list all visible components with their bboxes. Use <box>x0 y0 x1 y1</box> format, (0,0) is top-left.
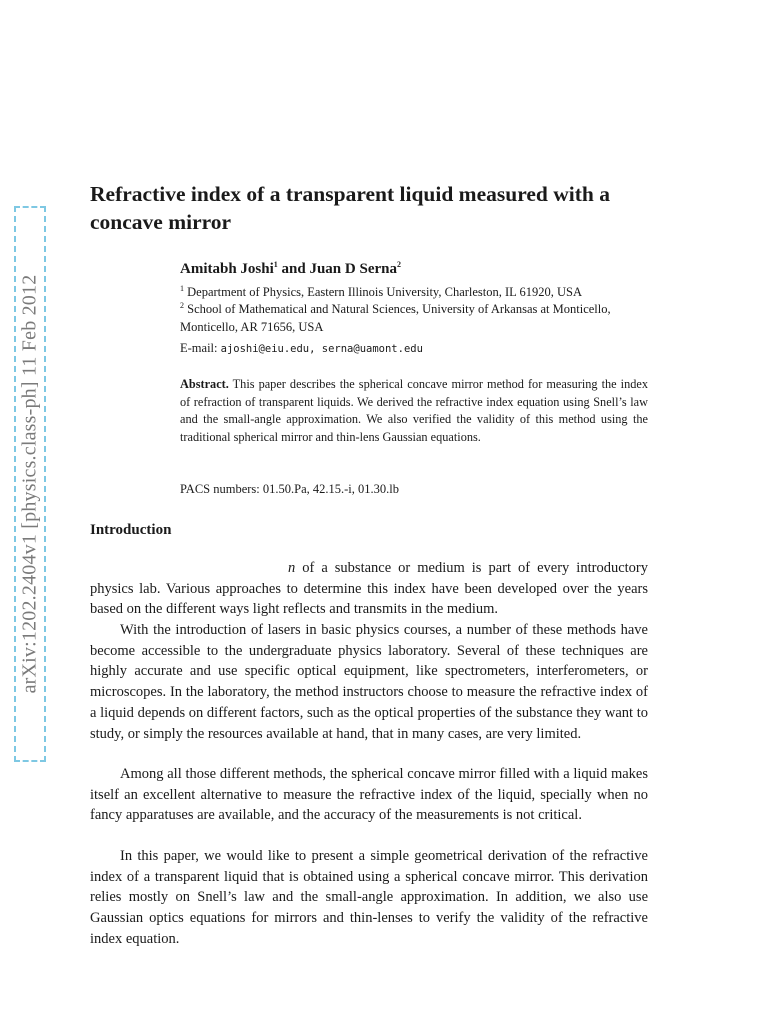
affiliation-2-text: School of Mathematical and Natural Sciences, University of Arkansas at Monticello, Monticello, AR 71656, USA <box>180 302 611 334</box>
arxiv-stamp <box>14 206 46 762</box>
email-line <box>180 341 423 356</box>
abstract <box>180 376 648 446</box>
email-addresses: ajoshi@eiu.edu, serna@uamont.edu <box>220 343 423 355</box>
email-label: E-mail: <box>180 341 221 355</box>
intro-paragraph-2: With the introduction of lasers in basic physics courses, a number of these methods have become accessible to the undergraduate physics laboratory. Several of these techniques are highly accurate and use specific optical equipment, like spectrometers, interferometers, or microscopes. In the laboratory, the method instructors choose to measure the refractive index of a liquid depends on different factors, such as the optical properties of the substance they want to study, or simply the resources available at hand, that in many cases, are very limited. <box>90 622 648 742</box>
affiliation-2 <box>180 300 655 336</box>
intro-paragraph-3: Among all those different methods, the spherical concave mirror filled with a liquid makes itself an excellent alternative to measure the refractive index of the liquid, specially when no fancy apparatuses are available, and the accuracy of the measurements is not critical. <box>90 766 648 824</box>
author-1: Amitabh Joshi <box>180 261 274 277</box>
abstract-label: Abstract. <box>180 377 229 391</box>
intro-paragraph-4: In this paper, we would like to present a simple geometrical derivation of the refractive index of a transparent liquid that is obtained using a spherical concave mirror. This derivation relies mostly on Snell’s law and the small-angle approximation. In addition, we also use Gaussian optics equations for mirrors and thin-lenses to verify the validity of the refractive index equation. <box>90 848 648 947</box>
paper-title: Refractive index of a transparent liquid measured with a concave mirror <box>90 182 610 234</box>
author-2-affil-mark: 2 <box>397 260 401 269</box>
intro-paragraph-1-text: of a substance or medium is part of every introductory physics lab. Various approaches to determine this index have been developed over the years based on the different ways light reflects and transmits in the medium. <box>90 560 648 618</box>
affiliation-1-text: Department of Physics, Eastern Illinois University, Charleston, IL 61920, USA <box>184 285 582 299</box>
section-heading-introduction: Introduction <box>90 522 172 538</box>
affiliation-2-mark: 2 <box>180 300 184 310</box>
affiliation-1 <box>180 283 655 301</box>
intro-paragraph-1 <box>90 558 648 620</box>
affiliation-1-mark: 1 <box>180 283 184 293</box>
author-1-affil-mark: 1 <box>273 260 278 269</box>
author-conjunction: and <box>277 261 310 277</box>
refractive-index-symbol: n <box>288 560 296 576</box>
author-line <box>180 261 401 278</box>
pacs-numbers: PACS numbers: 01.50.Pa, 42.15.-i, 01.30.lb <box>180 482 400 496</box>
abstract-text: This paper describes the spherical concave mirror method for measuring the index of refraction of transparent liquids. We derived the refractive index equation using Snell’s law and the small-angle approximation. We also verified the validity of this method using the traditional spherical mirror and thin-lens Gaussian equations. <box>180 377 648 444</box>
author-2: Juan D Serna <box>309 261 397 277</box>
arxiv-stamp-text: arXiv:1202.2404v1 [physics.class-ph] 11 Feb 2012 <box>18 274 41 694</box>
